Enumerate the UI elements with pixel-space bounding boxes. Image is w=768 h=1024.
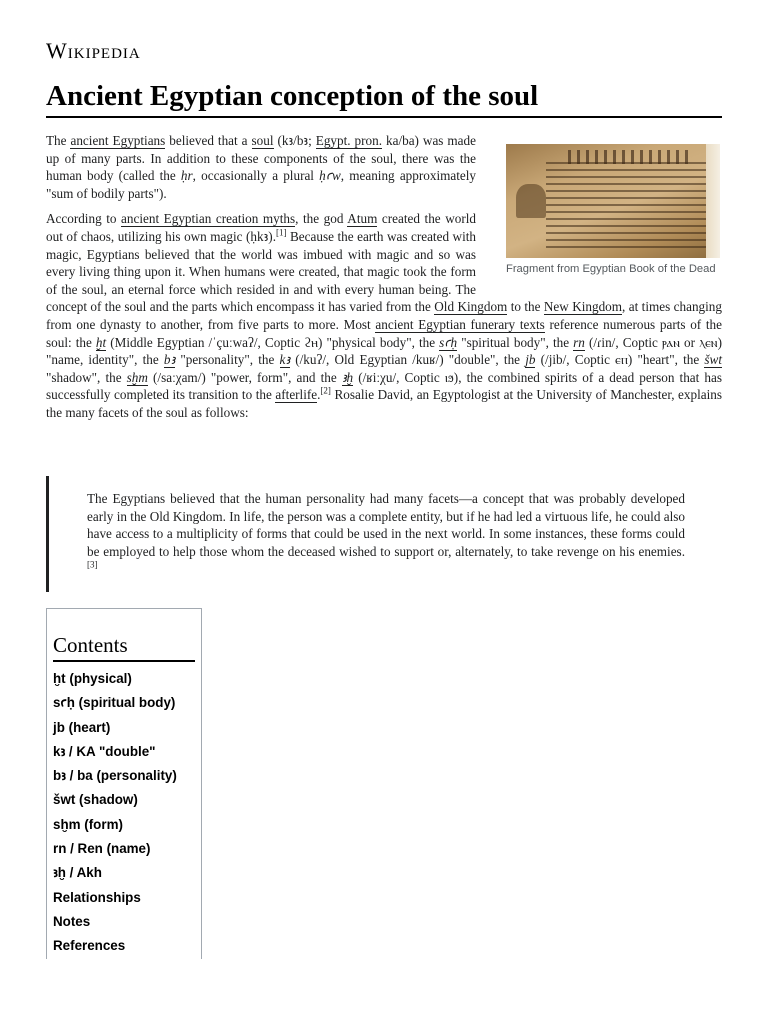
toc-item-akh[interactable]: ꜣḫ / Akh: [53, 865, 102, 881]
article-body: [46, 132, 722, 430]
block-quote: [46, 476, 725, 592]
text-run: (/ɾin/, Coptic ⲣⲁⲛ or ⲗⲉⲛ) "name, identity", the: [46, 334, 722, 368]
book-of-the-dead-image[interactable]: [506, 144, 720, 258]
text-run: The: [46, 133, 71, 148]
link-atum[interactable]: Atum: [347, 211, 378, 227]
text-run: "personality", the: [175, 352, 280, 368]
link-jb[interactable]: jb: [525, 352, 536, 368]
figure-caption: Fragment from Egyptian Book of the Dead: [506, 263, 716, 275]
text-run: "spiritual body", the: [457, 334, 574, 350]
image-edge: [706, 144, 720, 258]
text-run: Because the earth was created with magic, Egyptians believed that the world was imbued with magic and so was every living thing upon it. When humans were created, that magic took the form of the soul, an eternal force which resided in and with every human being. The concept of the soul and the parts which encompass it has varied from the: [46, 228, 476, 315]
table-of-contents: [46, 608, 202, 959]
link-akh[interactable]: ꜣḫ: [341, 369, 354, 385]
link-old-kingdom[interactable]: Old Kingdom: [434, 299, 508, 315]
toc-item-jb[interactable]: jb (heart): [53, 719, 111, 735]
text-run: (/kuʔ/, Old Egyptian /kuʁ/) "double", the: [290, 352, 526, 368]
text-run: Rosalie David, an Egyptologist at the University of Manchester, explains the many facets of the soul as follows:: [46, 387, 723, 420]
transliteration-hr: ḥr: [180, 168, 193, 184]
toc-item-ka[interactable]: kꜣ / KA "double": [53, 743, 156, 759]
text-run: created the world out of chaos, utilizing his own magic (ḥkꜣ).: [46, 211, 476, 244]
link-new-kingdom[interactable]: New Kingdom: [543, 299, 623, 315]
citation-3[interactable]: [3]: [87, 559, 98, 570]
transliteration-haw: ḥꜥw: [319, 168, 341, 184]
link-soul[interactable]: soul: [251, 133, 274, 148]
text-run: , occasionally a plural: [192, 168, 320, 184]
quote-text: [87, 490, 685, 578]
toc-item-sah[interactable]: sꜥḥ (spiritual body): [53, 695, 176, 711]
toc-item-notes[interactable]: Notes: [53, 913, 91, 929]
toc-item-references[interactable]: References: [53, 938, 126, 954]
link-funerary-texts[interactable]: ancient Egyptian funerary texts: [375, 316, 545, 332]
deity-vignette: [516, 184, 546, 218]
text-run: reference numerous parts of the soul: the: [46, 316, 722, 350]
toc-list: [53, 669, 177, 961]
text-run: to the: [507, 299, 544, 315]
quote-body: The Egyptians believed that the human personality had many facets—a concept that was probably developed early in the Old Kingdom. In life, the person was a complete entity, but if he had led a virtuous life, he could also have access to a multiplicity of forms that could be used in the next world. In some instances, these forms could be employed to help those whom the deceased wished to support or, alternately, to take revenge on his enemies.: [87, 491, 685, 559]
citation-2[interactable]: [2]: [320, 385, 331, 396]
text-run: (/ʁiːχu/, Coptic ⲓϧ), the combined spirits of a dead person that has successfully completed its transition to the: [46, 369, 722, 403]
toc-item-swt[interactable]: šwt (shadow): [53, 792, 138, 808]
text-run: (Middle Egyptian /ˈçuːwaʔ/, Coptic ϩⲏ) "physical body", the: [106, 334, 440, 350]
text-run: believed that a: [165, 133, 252, 148]
text-run: "shadow", the: [46, 369, 127, 385]
link-rn[interactable]: rn: [573, 334, 585, 350]
hieratic-text-lines: [546, 162, 706, 250]
link-ancient-egyptians[interactable]: ancient Egyptians: [70, 133, 166, 148]
link-swt[interactable]: šwt: [704, 352, 722, 368]
thumbnail-figure: [506, 144, 722, 278]
text-run: , the god: [295, 211, 348, 227]
toc-item-shm[interactable]: sḫm (form): [53, 816, 123, 832]
text-run: , meaning approximately "sum of bodily parts").: [46, 168, 476, 201]
toc-title: Contents: [53, 631, 195, 662]
citation-1[interactable]: [1]: [276, 227, 287, 238]
page-title: Ancient Egyptian conception of the soul: [46, 78, 722, 118]
link-ht[interactable]: ḫt: [95, 334, 107, 350]
text-run: (/jib/, Coptic ⲉⲡ) "heart", the: [535, 352, 705, 368]
text-run: According to: [46, 211, 122, 227]
link-ba[interactable]: bꜣ: [163, 352, 176, 368]
text-run: (kꜣ/bꜣ;: [273, 133, 316, 148]
toc-item-relationships[interactable]: Relationships: [53, 889, 141, 905]
toc-item-rn[interactable]: rn / Ren (name): [53, 841, 151, 857]
text-run: ka/ba) was made up of many parts. In addition to these components of the soul, there was the human body (called the: [46, 133, 476, 184]
toc-item-ba[interactable]: bꜣ / ba (personality): [53, 768, 177, 784]
text-run: .: [317, 387, 321, 403]
toc-item-ht[interactable]: ḫt (physical): [53, 671, 132, 686]
wikipedia-wordmark[interactable]: Wikipedia: [46, 38, 141, 63]
text-run: (/saːχam/) "power, form", and the: [147, 369, 342, 385]
text-run: , at times changing from one dynasty to another, from five parts to more. Most: [46, 299, 722, 332]
link-egyptological-pronunciation[interactable]: Egypt. pron.: [315, 133, 383, 148]
link-ka[interactable]: kꜣ: [279, 352, 291, 368]
link-afterlife[interactable]: afterlife: [275, 387, 318, 403]
link-shm[interactable]: sḫm: [126, 369, 148, 385]
link-sah[interactable]: sꜥḥ: [439, 334, 458, 350]
link-creation-myths[interactable]: ancient Egyptian creation myths: [121, 211, 296, 227]
